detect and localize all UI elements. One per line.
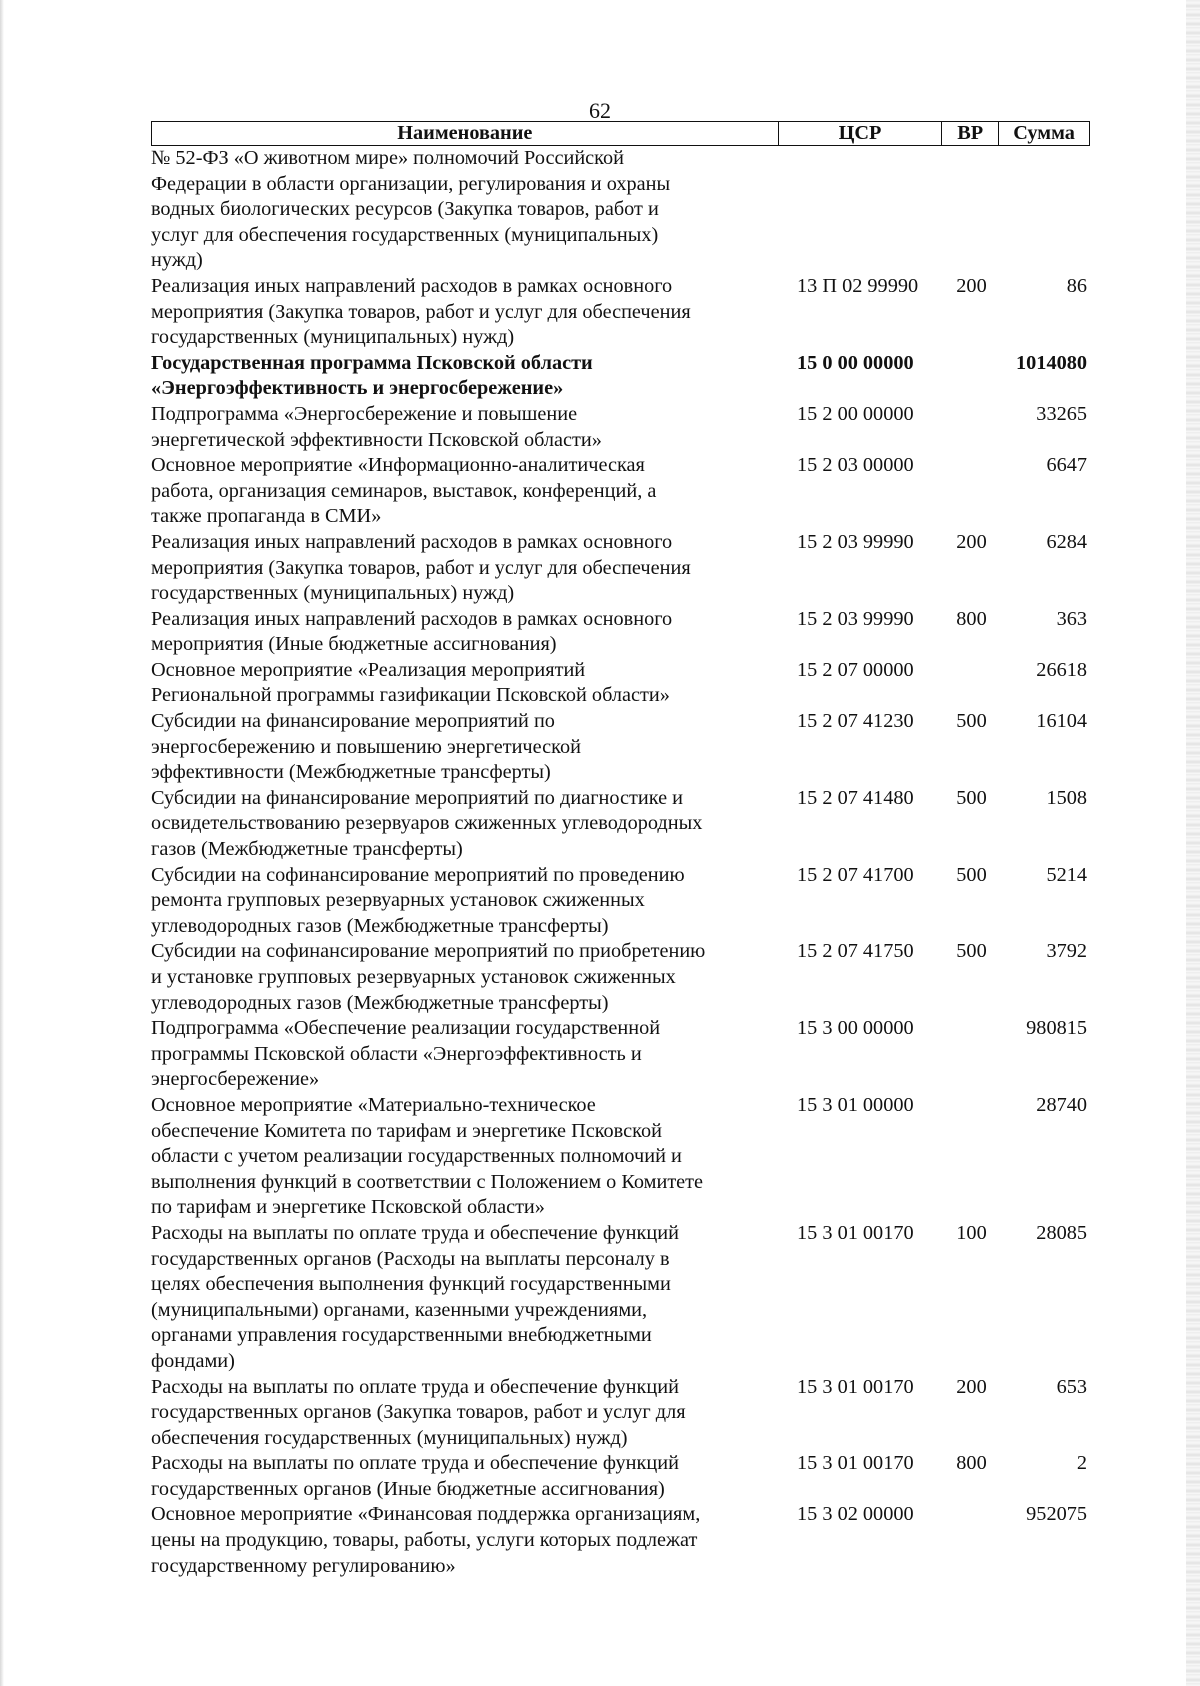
- cell-name: Субсидии на софинансирование мероприятий по проведению ремонта групповых резервуарных установок сжиженных углеводородных газов (Межбюджетные трансферты): [151, 863, 685, 937]
- page-number: 62: [589, 98, 611, 123]
- cell-vr: 100: [956, 1221, 987, 1244]
- cell-name: Государственная программа Псковской области «Энергоэффективность и энергосбережение»: [151, 351, 593, 400]
- cell-sum: 28740: [1036, 1093, 1087, 1116]
- table-body: [151, 146, 1090, 1579]
- cell-csr: 15 3 01 00000: [797, 1093, 914, 1116]
- cell-csr: 15 3 02 00000: [797, 1503, 914, 1526]
- table-row: [151, 1451, 1090, 1502]
- cell-vr: 500: [956, 863, 987, 886]
- cell-name: Субсидии на софинансирование мероприятий по приобретению и установке групповых резервуарных установок сжиженных углеводородных газов (Межбюджетные трансферты): [151, 940, 706, 1014]
- cell-csr: 15 2 07 00000: [797, 658, 914, 681]
- cell-vr: 500: [956, 786, 987, 809]
- table-row: [151, 453, 1090, 530]
- cell-csr: 13 П 02 99990: [797, 274, 919, 297]
- cell-vr: 500: [956, 940, 987, 963]
- table-row: [151, 607, 1090, 658]
- cell-name: Расходы на выплаты по оплате труда и обеспечение функций государственных органов (Иные бюджетные ассигнования): [151, 1452, 679, 1500]
- cell-name: Реализация иных направлений расходов в рамках основного мероприятия (Закупка товаров, работ и услуг для обеспечения государственных (муниципальных) нужд): [151, 274, 691, 349]
- cell-sum: 653: [1056, 1375, 1087, 1398]
- cell-vr: [943, 453, 1000, 530]
- table-row: [151, 786, 1090, 863]
- cell-csr: 15 2 00 00000: [797, 402, 914, 425]
- cell-vr: 800: [956, 1452, 987, 1475]
- cell-vr: [943, 658, 1000, 709]
- cell-sum: 5214: [1046, 863, 1087, 886]
- table-row: [151, 402, 1090, 453]
- cell-csr: [779, 146, 943, 274]
- table-row: [151, 863, 1090, 940]
- table-row: [151, 1016, 1090, 1093]
- cell-sum: 363: [1056, 607, 1087, 630]
- cell-vr: [943, 351, 1000, 402]
- cell-sum: 86: [1066, 274, 1087, 297]
- cell-sum: 33265: [1036, 402, 1087, 425]
- cell-name: Подпрограмма «Обеспечение реализации государственной программы Псковской области «Энергоэффективность и энергосбережение»: [151, 1017, 661, 1091]
- cell-vr: [943, 146, 1000, 274]
- cell-sum: 6647: [1046, 454, 1087, 477]
- table-row: [151, 1221, 1090, 1375]
- cell-vr: 800: [956, 607, 987, 630]
- cell-sum: 980815: [1026, 1017, 1087, 1040]
- table-row: [151, 658, 1090, 709]
- table-row: [151, 709, 1090, 786]
- cell-vr: [943, 402, 1000, 453]
- header-vr: ВР: [942, 122, 999, 145]
- scan-edge-right: [1186, 0, 1200, 1686]
- table-row: [151, 530, 1090, 607]
- cell-name: Субсидии на финансирование мероприятий по диагностике и освидетельствованию резервуаров сжиженных углеводородных газов (Межбюджетные трансферты): [151, 786, 703, 861]
- cell-csr: 15 2 07 41480: [797, 786, 914, 809]
- cell-sum: 2: [1076, 1452, 1087, 1475]
- cell-vr: [943, 1093, 1000, 1221]
- cell-sum: 1014080: [1016, 351, 1087, 374]
- cell-csr: 15 3 01 00170: [797, 1452, 914, 1475]
- header-sum: Сумма: [1013, 122, 1075, 144]
- table-row: [151, 274, 1090, 351]
- cell-name: Реализация иных направлений расходов в рамках основного мероприятия (Иные бюджетные ассигнования): [151, 607, 673, 656]
- cell-sum: 16104: [1036, 710, 1087, 733]
- cell-csr: 15 2 03 99990: [797, 530, 914, 553]
- scan-edge-left: [0, 0, 4, 1686]
- cell-name: Основное мероприятие «Финансовая поддержка организациям, цены на продукцию, товары, работы, услуги которых подлежат государственному регулированию»: [151, 1503, 701, 1577]
- cell-csr: 15 2 07 41750: [797, 940, 914, 963]
- cell-name: Реализация иных направлений расходов в рамках основного мероприятия (Закупка товаров, работ и услуг для обеспечения государственных (муниципальных) нужд): [151, 530, 691, 605]
- cell-sum: 26618: [1036, 658, 1087, 681]
- cell-vr: 200: [956, 1375, 987, 1398]
- cell-csr: 15 3 00 00000: [797, 1017, 914, 1040]
- cell-sum: 952075: [1026, 1503, 1087, 1526]
- cell-name: Субсидии на финансирование мероприятий по энергосбережению и повышению энергетической эффективности (Межбюджетные трансферты): [151, 710, 581, 784]
- cell-sum: 1508: [1046, 786, 1087, 809]
- cell-name: Расходы на выплаты по оплате труда и обеспечение функций государственных органов (Расходы на выплаты персоналу в целях обеспечения выполнения функций государственными (муниципальными) органами, казенными учреждениями, органами управления государственными внебюджетными фондами): [151, 1221, 679, 1372]
- cell-sum: 28085: [1036, 1221, 1087, 1244]
- cell-csr: 15 3 01 00170: [797, 1375, 914, 1398]
- cell-name: Расходы на выплаты по оплате труда и обеспечение функций государственных органов (Закупка товаров, работ и услуг для обеспечения государственных (муниципальных) нужд): [151, 1375, 686, 1449]
- cell-vr: [943, 1016, 1000, 1093]
- table-row: [151, 146, 1090, 274]
- header-name: Наименование: [152, 122, 779, 145]
- table-row: [151, 1502, 1090, 1579]
- cell-vr: [943, 1502, 1000, 1579]
- cell-csr: 15 0 00 00000: [797, 351, 914, 374]
- cell-vr: 200: [956, 530, 987, 553]
- table-row: [151, 939, 1090, 1016]
- cell-sum: 6284: [1046, 530, 1087, 553]
- cell-csr: 15 2 07 41700: [797, 863, 914, 886]
- table-row: [151, 1093, 1090, 1221]
- table-row: [151, 1375, 1090, 1452]
- cell-csr: 15 3 01 00170: [797, 1221, 914, 1244]
- cell-vr: 200: [956, 274, 987, 297]
- cell-vr: 500: [956, 710, 987, 733]
- budget-table: [151, 121, 1090, 1579]
- cell-csr: 15 2 07 41230: [797, 710, 914, 733]
- cell-sum: [1000, 146, 1090, 274]
- cell-name: Подпрограмма «Энергосбережение и повышение энергетической эффективности Псковской области»: [151, 402, 602, 451]
- cell-csr: 15 2 03 99990: [797, 607, 914, 630]
- cell-name: Основное мероприятие «Материально-техническое обеспечение Комитета по тарифам и энергетике Псковской области с учетом реализации государственных полномочий и выполнения функций в соответствии с Положением о Комитете по тарифам и энергетике Псковской области»: [151, 1093, 704, 1219]
- cell-sum: 3792: [1046, 940, 1087, 963]
- cell-name: № 52-ФЗ «О животном мире» полномочий Российской Федерации в области организации, регулирования и охраны водных биологических ресурсов (Закупка товаров, работ и услуг для обеспечения государственных (муниципальных) нужд): [151, 147, 671, 272]
- cell-csr: 15 2 03 00000: [797, 454, 914, 477]
- table-header: [151, 121, 1090, 146]
- cell-name: Основное мероприятие «Реализация мероприятий Региональной программы газификации Псковской области»: [151, 658, 670, 707]
- header-csr: ЦСР: [779, 122, 943, 145]
- cell-name: Основное мероприятие «Информационно-аналитическая работа, организация семинаров, выставок, конференций, а также пропаганда в СМИ»: [151, 454, 657, 528]
- table-row: [151, 351, 1090, 402]
